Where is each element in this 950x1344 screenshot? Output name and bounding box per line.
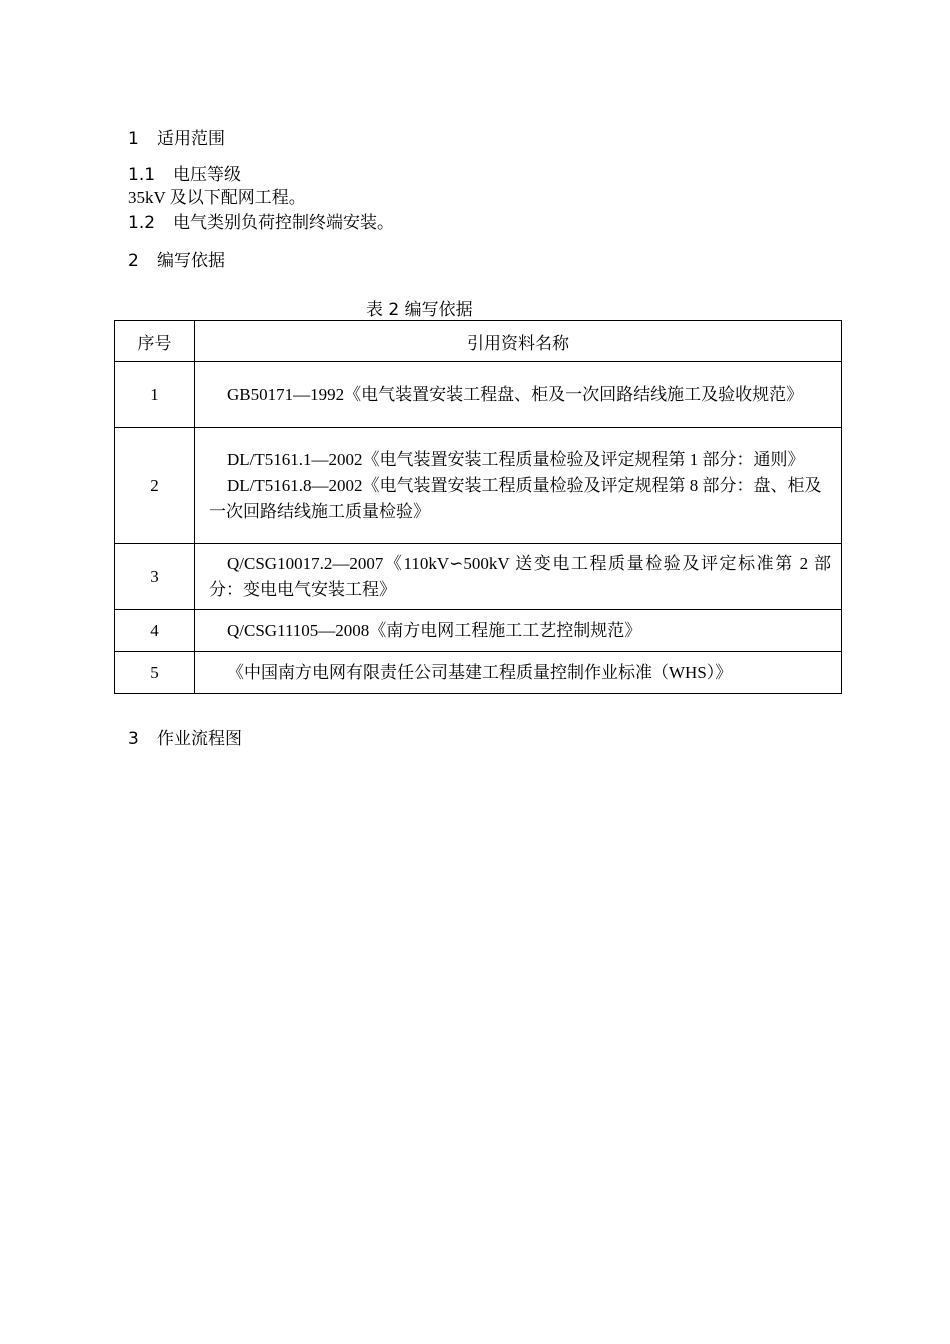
row-reference [195,428,842,544]
reference-table [114,320,842,694]
section-title: 作业流程图 [157,729,242,749]
section-heading-1-1 [128,164,241,186]
section-number: 1.1 [128,165,156,185]
table-row [115,362,842,428]
reference-line: Q/CSG11105—2008《南方电网工程施工工艺控制规范》 [227,620,642,640]
reference-line: Q/CSG10017.2—2007《110kV∽500kV 送变电工程质量检验及评定标准第 2 部分：变电电气安装工程》 [209,553,831,599]
row-index: 1 [115,362,195,428]
row-reference [195,362,842,428]
section-body-1-1: 35kV 及以下配网工程。 [128,188,306,207]
row-reference [195,652,842,694]
section-heading-2 [128,250,225,272]
reference-line: GB50171—1992《电气装置安装工程盘、柜及一次回路结线施工及验收规范》 [227,384,804,404]
table-row [115,610,842,652]
section-heading-3 [128,728,242,750]
row-index: 4 [115,610,195,652]
section-title: 电压等级 [173,165,241,185]
section-number: 1.2 [128,213,156,233]
reference-line: DL/T5161.1—2002《电气装置安装工程质量检验及评定规程第 1 部分：通则》 [227,449,805,469]
row-index: 3 [115,544,195,610]
section-heading-1-2 [128,212,394,234]
reference-line: DL/T5161.8—2002《电气装置安装工程质量检验及评定规程第 8 部分：盘、柜及一次回路结线施工质量检验》 [209,475,822,521]
section-title: 适用范围 [157,129,225,149]
table-header-row [115,321,842,362]
column-header-index: 序号 [115,321,195,362]
row-reference [195,544,842,610]
table-row [115,428,842,544]
table-caption: 表 2 编写依据 [366,300,473,320]
table-row [115,544,842,610]
column-header-name: 引用资料名称 [195,321,842,362]
section-heading-1 [128,128,225,150]
section-title: 编写依据 [157,251,225,271]
row-index: 5 [115,652,195,694]
section-number: 1 [128,129,139,149]
section-number: 3 [128,729,139,749]
table-row [115,652,842,694]
row-reference [195,610,842,652]
section-number: 2 [128,251,139,271]
reference-line: 《中国南方电网有限责任公司基建工程质量控制作业标准（WHS）》 [227,662,733,682]
section-body-1-2: 负荷控制终端安装。 [241,213,394,232]
section-title: 电气类别 [173,213,241,233]
row-index: 2 [115,428,195,544]
